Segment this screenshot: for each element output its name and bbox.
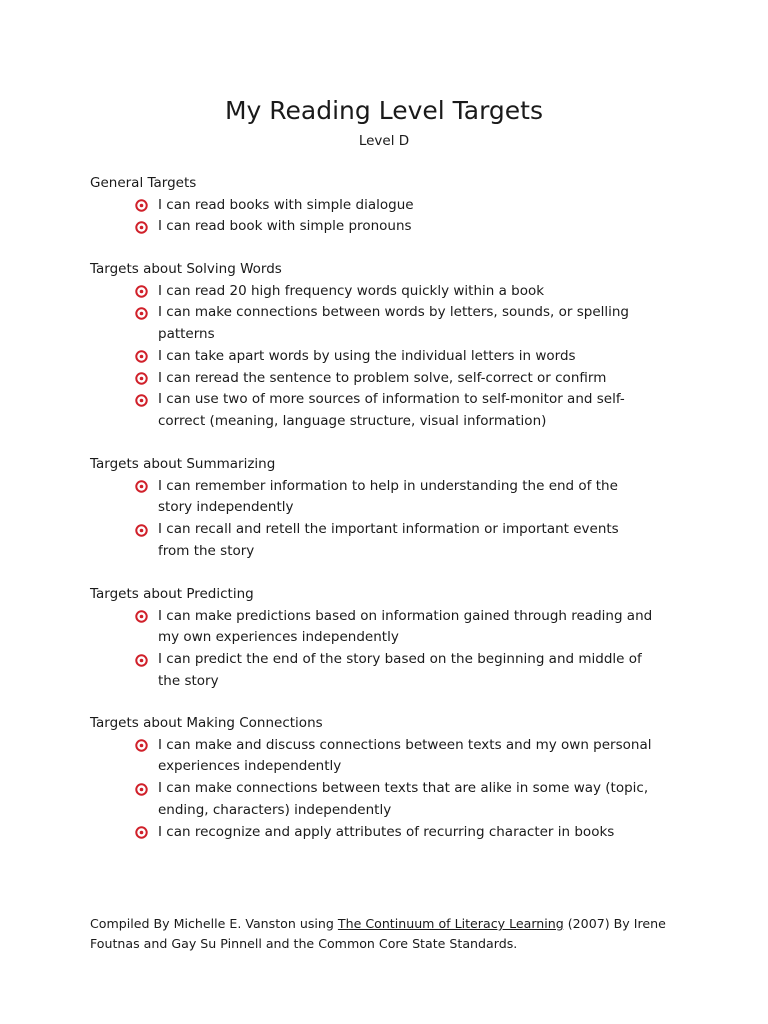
book-title: The Continuum of Literacy Learning — [337, 916, 564, 931]
target-text-line: I can predict the end of the story based on the beginning and middle of — [158, 651, 642, 668]
section-heading: Targets about Summarizing — [90, 456, 276, 472]
target-bullet-icon — [135, 739, 148, 752]
target-item — [90, 346, 690, 368]
target-section — [90, 454, 690, 563]
footer-suffix: (2007) By Irene — [563, 916, 666, 931]
target-bullet-icon — [135, 826, 148, 839]
target-bullet-icon — [135, 307, 148, 320]
page-title: My Reading Level Targets — [224, 96, 544, 125]
footer-line-1 — [90, 914, 690, 934]
target-bullet-icon — [135, 394, 148, 407]
target-text-line: patterns — [158, 326, 215, 343]
section-heading: Targets about Solving Words — [90, 261, 282, 277]
target-text-line: I can recall and retell the important information or important events — [158, 521, 619, 538]
target-section — [90, 173, 690, 238]
target-section — [90, 713, 690, 843]
target-section — [90, 584, 690, 693]
section-heading: General Targets — [90, 175, 197, 191]
target-text-line: correct (meaning, language structure, visual information) — [158, 412, 547, 429]
target-text-line: from the story — [158, 542, 255, 559]
footer-line-2: Foutnas and Gay Su Pinnell and the Common Core State Standards. — [90, 935, 518, 951]
target-item — [90, 519, 690, 562]
target-bullet-icon — [135, 524, 148, 537]
target-section — [90, 259, 690, 433]
target-item — [90, 302, 690, 345]
target-text-line: I can make connections between words by letters, sounds, or spelling — [158, 304, 629, 321]
target-item — [90, 281, 690, 303]
target-item — [90, 735, 690, 778]
target-text-line: I can recognize and apply attributes of recurring character in books — [158, 823, 615, 840]
target-text-line: story independently — [158, 499, 294, 516]
target-list — [90, 281, 690, 433]
target-item — [90, 606, 690, 649]
target-bullet-icon — [135, 654, 148, 667]
target-item — [90, 389, 690, 432]
target-text-line: I can read books with simple dialogue — [158, 196, 414, 213]
target-bullet-icon — [135, 350, 148, 363]
target-item — [90, 778, 690, 821]
target-bullet-icon — [135, 221, 148, 234]
footer-prefix: Compiled By Michelle E. Vanston using — [90, 916, 338, 931]
target-text-line: I can take apart words by using the individual letters in words — [158, 347, 576, 364]
target-text-line: I can make connections between texts that are alike in some way (topic, — [158, 780, 649, 797]
target-text-line: ending, characters) independently — [158, 801, 392, 818]
page-subtitle: Level D — [358, 133, 410, 149]
target-bullet-icon — [135, 783, 148, 796]
target-text-line: experiences independently — [158, 758, 342, 775]
target-item — [90, 368, 690, 390]
section-heading: Targets about Predicting — [90, 586, 254, 602]
footer-credit — [90, 914, 690, 953]
target-text-line: I can use two of more sources of information to self-monitor and self- — [158, 391, 625, 408]
target-text-line: I can make and discuss connections between texts and my own personal — [158, 736, 652, 753]
target-list — [90, 195, 690, 238]
target-bullet-icon — [135, 372, 148, 385]
target-text-line: I can reread the sentence to problem solve, self-correct or confirm — [158, 369, 607, 386]
target-bullet-icon — [135, 285, 148, 298]
target-text-line: I can read book with simple pronouns — [158, 218, 412, 235]
target-text-line: my own experiences independently — [158, 629, 399, 646]
target-text-line: I can read 20 high frequency words quickly within a book — [158, 282, 545, 299]
target-bullet-icon — [135, 610, 148, 623]
target-item — [90, 195, 690, 217]
target-item — [90, 476, 690, 519]
target-list — [90, 735, 690, 844]
target-item — [90, 216, 690, 238]
target-list — [90, 476, 690, 563]
target-list — [90, 606, 690, 693]
target-bullet-icon — [135, 199, 148, 212]
target-text-line: the story — [158, 672, 219, 689]
target-bullet-icon — [135, 480, 148, 493]
target-item — [90, 649, 690, 692]
target-text-line: I can make predictions based on information gained through reading and — [158, 607, 653, 624]
target-text-line: I can remember information to help in understanding the end of the — [158, 477, 618, 494]
target-item — [90, 822, 690, 844]
section-heading: Targets about Making Connections — [90, 715, 323, 731]
